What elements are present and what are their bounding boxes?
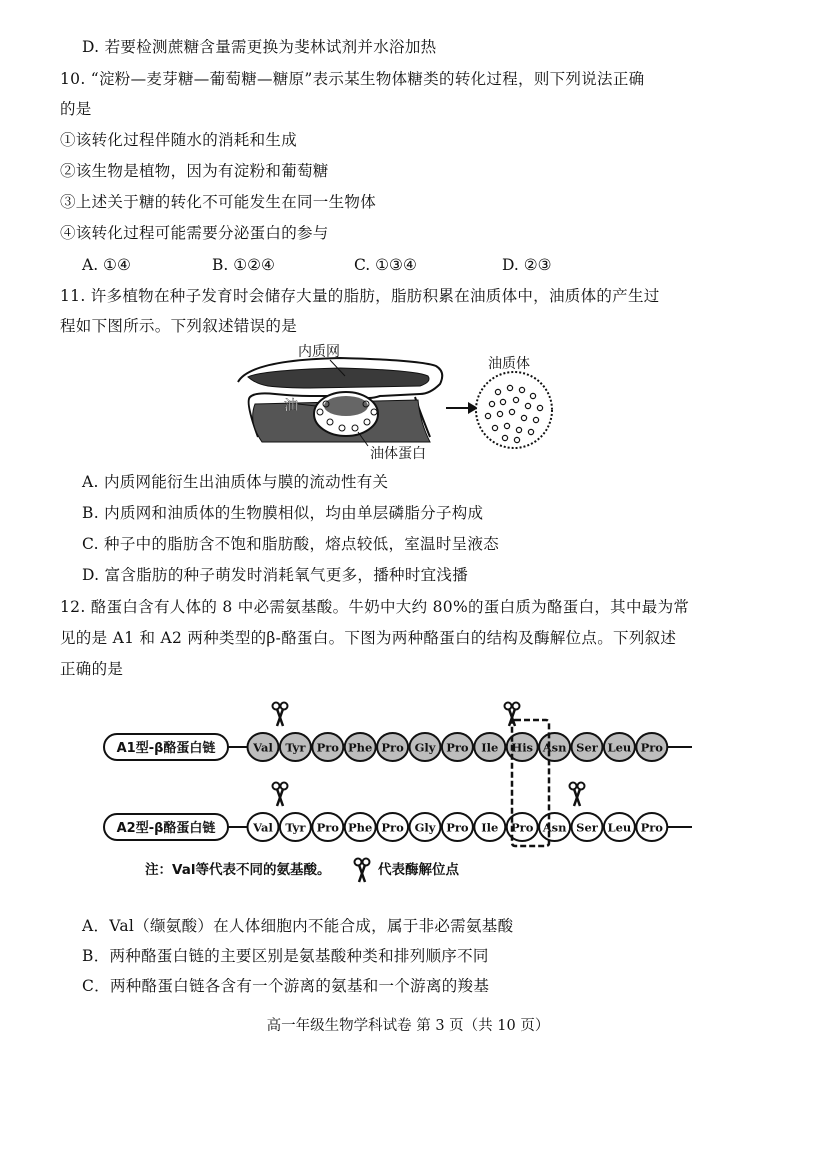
q10-statement: ①该转化过程伴随水的消耗和生成 [60, 131, 298, 149]
a1-residue-label: Phe [348, 740, 373, 755]
a1-residue-label: Pro [446, 740, 469, 755]
a2-cleavage-scissors-icon [273, 783, 288, 807]
a1-residue-label: Tyr [285, 740, 306, 755]
figure-note-suffix: 代表酶解位点 [378, 862, 459, 878]
q12-stem-line2: 见的是 A1 和 A2 两种类型的β-酪蛋白。下图为两种酪蛋白的结构及酶解位点。下列叙述 [60, 629, 677, 647]
oil-label: 油 [284, 398, 298, 414]
a1-residue-label: Pro [316, 740, 339, 755]
a2-residue-label: Pro [640, 820, 663, 835]
a2-residue-label: Leu [607, 820, 632, 835]
a2-residue-label: Pro [316, 820, 339, 835]
q10-statement: ②该生物是植物，因为有淀粉和葡萄糖 [60, 162, 329, 180]
q11-stem-line2: 程如下图所示。下列叙述错误的是 [60, 317, 298, 335]
q11-option-a: A. 内质网能衍生出油质体与膜的流动性有关 [82, 473, 389, 491]
casein-figure [0, 692, 816, 892]
q12-option-a: A．Val（缬氨酸）在人体细胞内不能合成，属于非必需氨基酸 [82, 917, 514, 935]
scissors-legend-icon [355, 859, 370, 883]
a1-residue-label: Pro [640, 740, 663, 755]
a2-residue-label: Gly [414, 820, 436, 835]
a1-residue-label: Leu [607, 740, 632, 755]
a2-chain-label: A2型-β酪蛋白链 [116, 821, 216, 836]
q12-stem-line1: 12. 酪蛋白含有人体的 8 中必需氨基酸。牛奶中大约 80%的蛋白质为酪蛋白，其中最为常 [60, 598, 690, 616]
q12-stem-line3: 正确的是 [60, 660, 124, 678]
a1-residue-label: Pro [381, 740, 404, 755]
q10-stem-line2: 的是 [60, 100, 92, 118]
a1-residue-label: Val [253, 740, 273, 755]
a2-residue-label: Pro [511, 820, 534, 835]
a1-chain-label: A1型-β酪蛋白链 [116, 741, 216, 756]
a2-residue-label: Phe [348, 820, 373, 835]
oil-body-figure [0, 342, 816, 462]
a2-residue-label: Pro [381, 820, 404, 835]
q9-option-d: D. 若要检测蔗糖含量需更换为斐林试剂并水浴加热 [82, 38, 437, 56]
q10-option-c: C. ①③④ [354, 256, 417, 274]
a2-residue-label: Ser [576, 820, 598, 835]
a2-residue-label: Val [253, 820, 273, 835]
q12-option-c: C．两种酪蛋白链各含有一个游离的氨基和一个游离的羧基 [82, 977, 490, 995]
q10-statement: ④该转化过程可能需要分泌蛋白的参与 [60, 224, 329, 242]
a1-residue-label: Gly [414, 740, 436, 755]
q11-stem-line1: 11. 许多植物在种子发育时会储存大量的脂肪，脂肪积累在油质体中，油质体的产生过 [60, 287, 660, 305]
a2-residue-label: Asn [542, 820, 567, 835]
a1-residue-label: Ser [576, 740, 598, 755]
a1-residue-label: His [511, 740, 534, 755]
q10-statement: ③上述关于糖的转化不可能发生在同一生物体 [60, 193, 377, 211]
a2-residue-label: Tyr [285, 820, 306, 835]
q10-option-a: A. ①④ [82, 256, 131, 274]
a2-residue-label: Pro [446, 820, 469, 835]
a1-cleavage-scissors-icon [273, 703, 288, 727]
q10-stem-line1: 10. “淀粉—麦芽糖—葡萄糖—糖原”表示某生物体糖类的转化过程，则下列说法正确 [60, 70, 645, 88]
a2-cleavage-scissors-icon [570, 783, 585, 807]
q12-option-b: B．两种酪蛋白链的主要区别是氨基酸种类和排列顺序不同 [82, 947, 489, 965]
a1-residue-label: Asn [542, 740, 567, 755]
q10-option-d: D. ②③ [502, 256, 552, 274]
q10-option-b: B. ①②④ [212, 256, 275, 274]
a1-residue-label: Ile [481, 740, 499, 755]
oil-body-protein-label: 油体蛋白 [370, 446, 426, 462]
q11-option-c: C. 种子中的脂肪含不饱和脂肪酸，熔点较低，室温时呈液态 [82, 535, 500, 553]
page-footer: 高一年级生物学科试卷 第 3 页（共 10 页） [266, 1018, 550, 1034]
a2-residue-label: Ile [481, 820, 499, 835]
q11-option-d: D. 富含脂肪的种子萌发时消耗氧气更多，播种时宜浅播 [82, 566, 469, 584]
er-label: 内质网 [298, 344, 340, 360]
q11-option-b: B. 内质网和油质体的生物膜相似，均由单层磷脂分子构成 [82, 504, 484, 522]
figure-note-prefix: 注：Val等代表不同的氨基酸。 [145, 862, 331, 878]
oil-body-label: 油质体 [488, 356, 530, 372]
